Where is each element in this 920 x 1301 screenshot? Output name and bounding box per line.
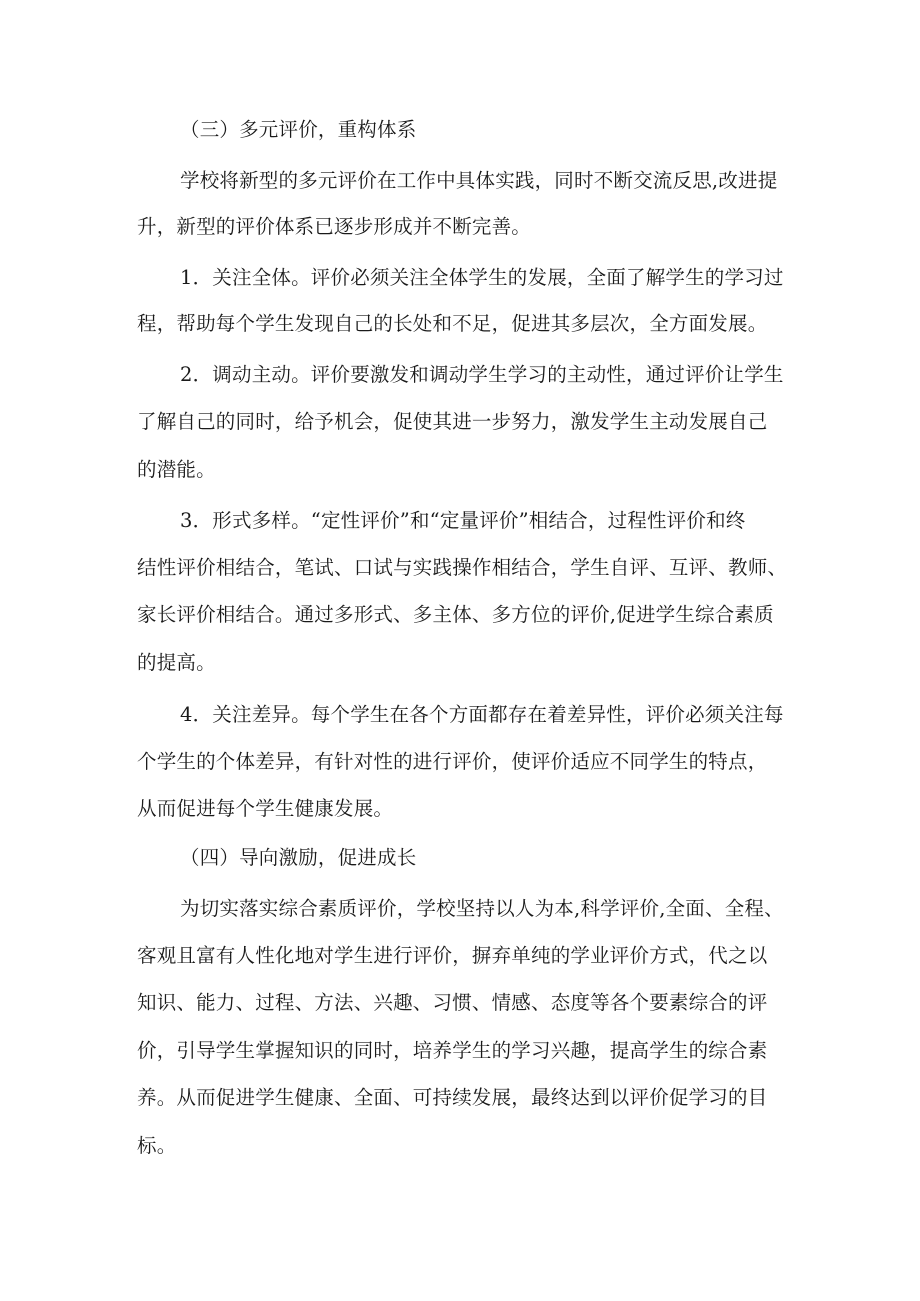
list-item-1-line: 1．关注全体。评价必须关注全体学生的发展，全面了解学生的学习过 [180, 266, 784, 289]
paragraph-line: 为切实落实综合素质评价，学校坚持以人为本,科学评价,全面、全程、 [180, 897, 784, 920]
section-heading-4: （四）导向激励，促进成长 [180, 846, 417, 869]
list-item-1-line: 程，帮助每个学生发现自己的长处和不足，促进其多层次，全方面发展。 [137, 312, 768, 335]
paragraph-line: 学校将新型的多元评价在工作中具体实践，同时不断交流反思,改进提 [180, 169, 778, 192]
section-heading-3: （三）多元评价，重构体系 [180, 118, 417, 141]
list-item-4-line: 从而促进每个学生健康发展。 [137, 797, 394, 820]
list-item-3-line: 家长评价相结合。通过多形式、多主体、多方位的评价,促进学生综合素质 [137, 603, 774, 626]
list-item-2-line: 2．调动主动。评价要激发和调动学生学习的主动性，通过评价让学生 [180, 363, 784, 386]
list-item-3-line: 3．形式多样。“定性评价”和“定量评价”相结合，过程性评价和终 [180, 509, 746, 532]
list-item-3-line: 的提高。 [137, 651, 216, 674]
paragraph-line: 价，引导学生掌握知识的同时，培养学生的学习兴趣，提高学生的综合素 [137, 1039, 768, 1062]
list-item-2-line: 的潜能。 [137, 458, 216, 481]
paragraph-line: 升，新型的评价体系已逐步形成并不断完善。 [137, 215, 532, 238]
paragraph-line: 养。从而促进学生健康、全面、可持续发展，最终达到以评价促学习的目 [137, 1086, 768, 1109]
list-item-3-line: 结性评价相结合，笔试、口试与实践操作相结合，学生自评、互评、教师、 [137, 556, 788, 579]
paragraph-line: 客观且富有人性化地对学生进行评价，摒弃单纯的学业评价方式，代之以 [137, 944, 768, 967]
list-item-4-line: 个学生的个体差异，有针对性的进行评价，使评价适应不同学生的特点， [137, 750, 768, 773]
list-item-4-line: 4．关注差异。每个学生在各个方面都存在着差异性，评价必须关注每 [180, 703, 784, 726]
paragraph-line: 标。 [137, 1134, 177, 1157]
paragraph-line: 知识、能力、过程、方法、兴趣、习惯、情感、态度等各个要素综合的评 [137, 991, 768, 1014]
list-item-2-line: 了解自己的同时，给予机会，促使其进一步努力，激发学生主动发展自己 [137, 410, 768, 433]
